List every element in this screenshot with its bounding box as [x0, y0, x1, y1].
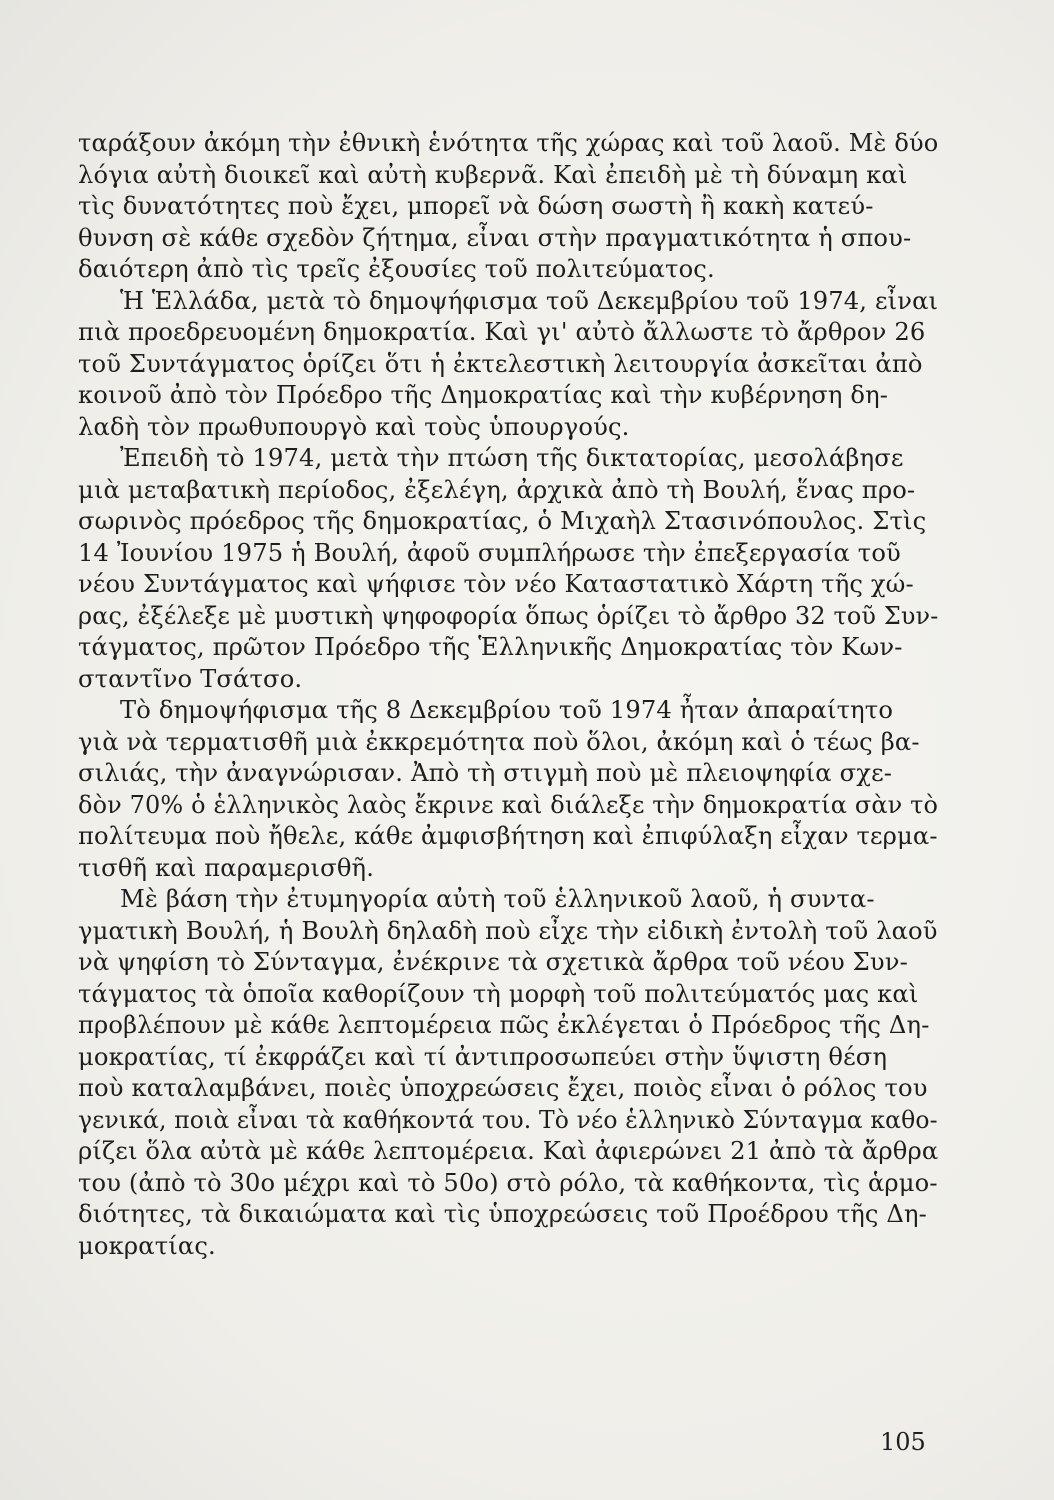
text-line: Τὸ δημοψήφισμα τῆς 8 Δεκεμβρίου τοῦ 1974 ἦταν ἀπαραίτητο	[120, 696, 894, 724]
text-line: τὶς δυνατότητες ποὺ ἔχει, μπορεῖ νὰ δώση σωστὴ ἢ κακὴ κατεύ-	[78, 192, 874, 220]
text-line: του (ἀπὸ τὸ 30ο μέχρι καὶ τὸ 50ο) στὸ ρόλο, τὰ καθήκοντα, τὶς ἁρμο-	[78, 1168, 938, 1197]
text-line: σωρινὸς πρόεδρος τῆς δημοκρατίας, ὁ Μιχαὴλ Στασινόπουλος. Στὶς	[78, 507, 927, 535]
text-line: νέου Συντάγματος καὶ ψήφισε τὸν νέο Καταστατικὸ Χάρτη τῆς χώ-	[78, 570, 914, 598]
page-number: 105	[880, 1428, 926, 1456]
text-line: κοινοῦ ἀπὸ τὸν Πρόεδρο τῆς Δημοκρατίας καὶ τὴν κυβέρνηση δη-	[78, 381, 889, 409]
text-line: τάγματος, πρῶτον Πρόεδρο τῆς Ἑλληνικῆς Δημοκρατίας τὸν Κων-	[78, 633, 903, 661]
text-line: τάγματος τὰ ὁποῖα καθορίζουν τὴ μορφὴ τοῦ πολιτεύματός μας καὶ	[78, 979, 919, 1008]
text-line: ταράξουν ἀκόμη τὴν ἐθνικὴ ἑνότητα τῆς χώρας καὶ τοῦ λαοῦ. Μὲ δύο	[78, 129, 939, 157]
text-line: ποὺ καταλαμβάνει, ποιὲς ὑποχρεώσεις ἔχει, ποιὸς εἶναι ὁ ρόλος του	[78, 1074, 928, 1102]
text-line: προβλέπουν μὲ κάθε λεπτομέρεια πῶς ἐκλέγεται ὁ Πρόεδρος τῆς Δη-	[78, 1011, 930, 1039]
text-line: μοκρατίας, τί ἐκφράζει καὶ τί ἀντιπροσωπεύει στὴν ὕψιστη θέση	[78, 1042, 888, 1071]
text-line: σιλιάς, τὴν ἀναγνώρισαν. Ἀπὸ τὴ στιγμὴ ποὺ μὲ πλειοψηφία σχε-	[78, 759, 893, 787]
text-line: γιὰ νὰ τερματισθῆ μιὰ ἐκκρεμότητα ποὺ ὅλοι, ἀκόμη καὶ ὁ τέως βα-	[78, 727, 920, 756]
text-line: μοκρατίας.	[78, 1231, 216, 1260]
text-line: μιὰ μεταβατικὴ περίοδος, ἐξελέγη, ἀρχικὰ ἀπὸ τὴ Βουλή, ἕνας προ-	[78, 475, 916, 504]
text-line: σταντῖνο Τσάτσο.	[78, 664, 303, 693]
text-line: Ἐπειδὴ τὸ 1974, μετὰ τὴν πτώση τῆς δικτατορίας, μεσολάβησε	[120, 444, 904, 472]
text-line: γενικά, ποιὰ εἶναι τὰ καθήκοντά του. Τὸ νέο ἑλληνικὸ Σύνταγμα καθο-	[78, 1105, 938, 1134]
body-text	[78, 128, 938, 1262]
text-line: Ἡ Ἑλλάδα, μετὰ τὸ δημοψήφισμα τοῦ Δεκεμβρίου τοῦ 1974, εἶναι	[119, 286, 939, 315]
text-line: γματικὴ Βουλή, ἡ Βουλὴ δηλαδὴ ποὺ εἶχε τὴν εἰδικὴ ἐντολὴ τοῦ λαοῦ	[78, 916, 938, 945]
text-line: διότητες, τὰ δικαιώματα καὶ τὶς ὑποχρεώσεις τοῦ Προέδρου τῆς Δη-	[78, 1200, 927, 1228]
text-line: ρίζει ὅλα αὐτὰ μὲ κάθε λεπτομέρεια. Καὶ ἀφιερώνει 21 ἀπὸ τὰ ἄρθρα	[78, 1137, 939, 1165]
text-line: πολίτευμα ποὺ ἤθελε, κάθε ἀμφισβήτηση καὶ ἐπιφύλαξη εἶχαν τερμα-	[78, 822, 938, 850]
text-line: νὰ ψηφίση τὸ Σύνταγμα, ἐνέκρινε τὰ σχετικὰ ἄρθρα τοῦ νέου Συν-	[78, 948, 908, 976]
text-line: τοῦ Συντάγματος ὁρίζει ὅτι ἡ ἐκτελεστικὴ λειτουργία ἀσκεῖται ἀπὸ	[78, 349, 923, 378]
text-line: 14 Ἰουνίου 1975 ἡ Βουλή, ἀφοῦ συμπλήρωσε τὴν ἐπεξεργασία τοῦ	[78, 538, 901, 567]
text-line: δὸν 70% ὁ ἑλληνικὸς λαὸς ἔκρινε καὶ διάλεξε τὴν δημοκρατία σὰν τὸ	[78, 790, 939, 819]
text-line: λαδὴ τὸν πρωθυπουργὸ καὶ τοὺς ὑπουργούς.	[78, 412, 630, 441]
text-line: λόγια αὐτὴ διοικεῖ καὶ αὐτὴ κυβερνᾶ. Καὶ ἐπειδὴ μὲ τὴ δύναμη καὶ	[78, 160, 908, 189]
text-line: πιὰ προεδρευομένη δημοκρατία. Καὶ γι' αὐτὸ ἄλλωστε τὸ ἄρθρον 26	[78, 318, 926, 346]
text-line: θυνση σὲ κάθε σχεδὸν ζήτημα, εἶναι στὴν πραγματικότητα ἡ σπου-	[78, 223, 912, 252]
text-line: ρας, ἐξέλεξε μὲ μυστικὴ ψηφοφορία ὅπως ὁρίζει τὸ ἄρθρο 32 τοῦ Συν-	[78, 601, 939, 630]
text-line: Μὲ βάση τὴν ἐτυμηγορία αὐτὴ τοῦ ἑλληνικοῦ λαοῦ, ἡ συντα-	[120, 885, 875, 913]
text-line: τισθῆ καὶ παραμερισθῆ.	[78, 853, 375, 882]
text-line: δαιότερη ἀπὸ τὶς τρεῖς ἐξουσίες τοῦ πολιτεύματος.	[78, 255, 715, 283]
